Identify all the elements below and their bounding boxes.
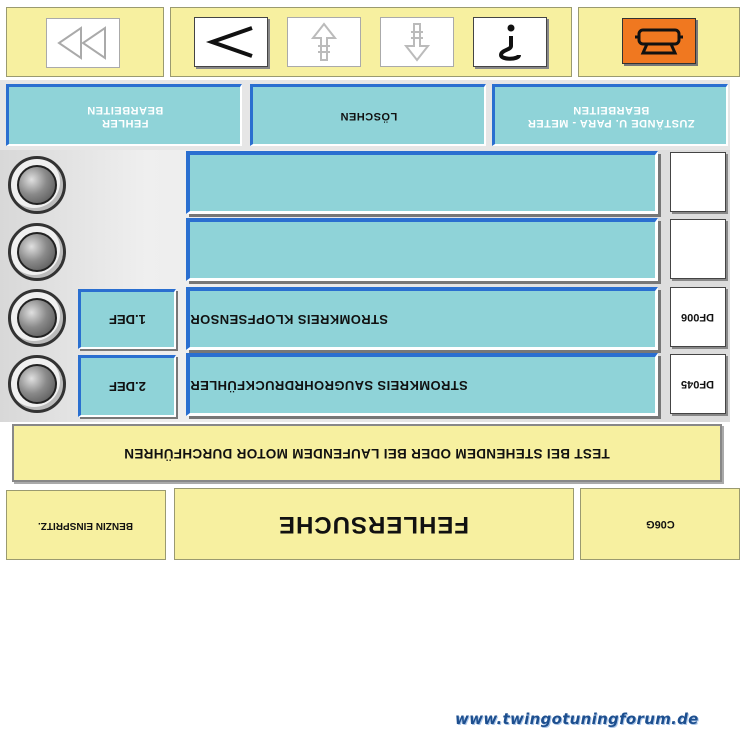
message-text: TEST BEI STEHENDEM ODER BEI LAUFENDEM MOTOR DURCHFÜHREN <box>124 445 610 461</box>
fault-row-4[interactable] <box>186 353 658 416</box>
rewind-button[interactable] <box>46 18 120 68</box>
arrow-up-icon <box>309 22 339 62</box>
footer-code-panel <box>580 488 740 560</box>
select-row-3-knob[interactable] <box>8 289 66 347</box>
tab-fehler-bearbeiten[interactable] <box>6 84 242 146</box>
fault-row-4-code: DF045 <box>670 354 726 414</box>
back-button[interactable] <box>194 17 268 67</box>
page-title: FEHLERSUCHE <box>278 511 470 538</box>
fault-row-1[interactable] <box>186 151 658 214</box>
fault-row-3-def: 1.DEF <box>78 289 176 349</box>
print-button[interactable] <box>622 18 696 64</box>
footer-title-panel <box>174 488 574 560</box>
footer-system-label: BENZIN EINSPRITZ. <box>38 519 134 531</box>
fault-row-3[interactable] <box>186 287 658 350</box>
tab-loeschen[interactable] <box>250 84 486 146</box>
fault-row-1-code <box>670 152 726 212</box>
double-chevron-left-icon <box>55 26 111 60</box>
question-icon <box>495 22 525 62</box>
select-row-1-knob[interactable] <box>8 156 66 214</box>
help-button[interactable] <box>473 17 547 67</box>
fault-row-2-code <box>670 219 726 279</box>
fault-row-3-code: DF006 <box>670 287 726 347</box>
tab-fehler-bearbeiten-label: FEHLER BEARBEITEN <box>86 103 163 129</box>
ecu-code: C06G <box>645 518 675 530</box>
arrow-down-icon <box>402 22 432 62</box>
select-row-2-knob[interactable] <box>8 223 66 281</box>
select-row-4-knob[interactable] <box>8 355 66 413</box>
scroll-up-button[interactable] <box>287 17 361 67</box>
fault-row-3-text: STROMKREIS KLOPFSENSOR <box>190 311 389 327</box>
message-bar <box>12 424 722 482</box>
footer-system-panel <box>6 490 166 560</box>
tab-zustaende-parameter-label: ZUSTÄNDE U. PARA - METER BEARBEITEN <box>526 103 695 129</box>
printer-icon <box>633 26 685 56</box>
fault-row-4-text: STROMKREIS SAUGROHRDRUCKFÜHLER <box>190 377 468 393</box>
scroll-down-button[interactable] <box>380 17 454 67</box>
fault-row-2[interactable] <box>186 218 658 281</box>
watermark-text: www.twingotuningforum.de <box>455 710 699 728</box>
tab-zustaende-parameter[interactable] <box>492 84 728 146</box>
chevron-left-icon <box>204 24 258 60</box>
tab-loeschen-label: LÖSCHEN <box>339 110 398 122</box>
fault-row-4-def: 2.DEF <box>78 355 176 417</box>
